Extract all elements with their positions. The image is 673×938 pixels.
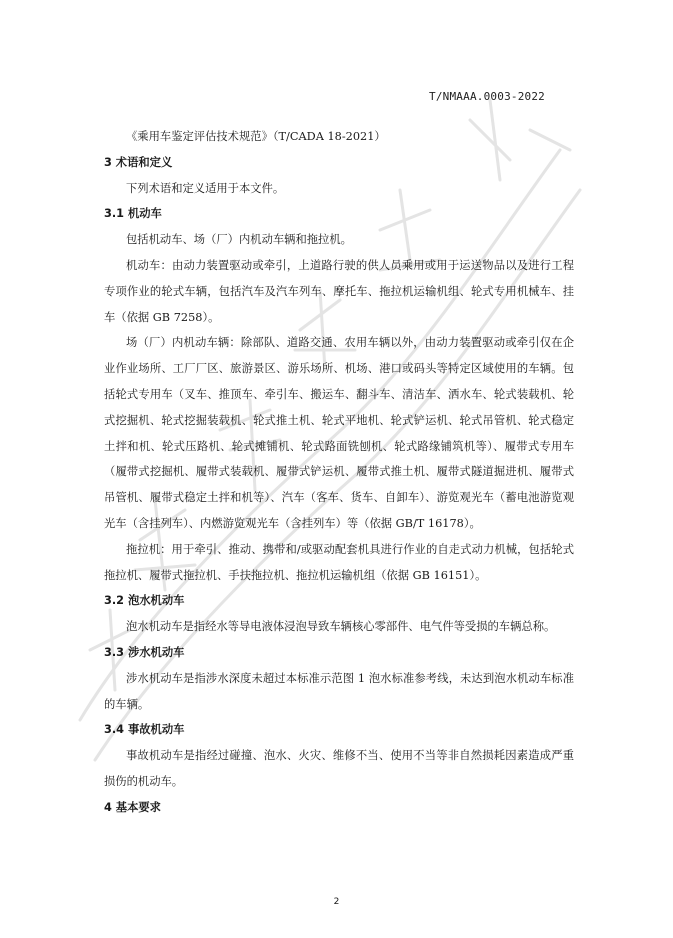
section-heading: 3.3 涉水机动车 — [104, 645, 185, 659]
body-paragraph: 下列术语和定义适用于本文件。 — [126, 181, 285, 195]
page-number: 2 — [333, 897, 340, 907]
document-body — [104, 124, 574, 821]
section-heading: 3 术语和定义 — [104, 155, 173, 169]
body-paragraph: 泡水机动车是指经水等导电液体浸泡导致车辆核心零部件、电气件等受损的车辆总称。 — [126, 620, 556, 634]
body-paragraph: 事故机动车是指经过碰撞、泡水、火灾、维修不当、使用不当等非自然损耗因素造成严重损伤的机动车。 — [104, 749, 574, 788]
document-code: T/NMAAA.0003-2022 — [429, 90, 545, 103]
body-paragraph: 机动车：由动力装置驱动或牵引，上道路行驶的供人员乘用或用于运送物品以及进行工程专项作业的轮式车辆，包括汽车及汽车列车、摩托车、拖拉机运输机组、轮式专用机械车、挂车（依据 GB 7258）。 — [104, 258, 574, 324]
section-heading: 3.2 泡水机动车 — [104, 594, 185, 608]
body-paragraph: 包括机动车、场（厂）内机动车辆和拖拉机。 — [126, 233, 352, 247]
body-paragraph: 场（厂）内机动车辆：除部队、道路交通、农用车辆以外，由动力装置驱动或牵引仅在企业作业场所、工厂厂区、旅游景区、游乐场所、机场、港口或码头等特定区域使用的车辆。包括轮式专用车（叉车、推顶车、牵引车、搬运车、翻斗车、清洁车、洒水车、轮式装载机、轮式挖掘机、轮式挖掘装载机、轮式推土机、轮式平地机、轮式铲运机、轮式吊管机、轮式稳定土拌和机、轮式压路机、轮式摊铺机、轮式路面铣刨机、轮式路缘铺筑机等）、履带式专用车（履带式挖掘机、履带式装载机、履带式铲运机、履带式推土机、履带式隧道掘进机、履带式吊管机、履带式稳定土拌和机等）、汽车（客车、货车、自卸车）、游览观光车（蓄电池游览观光车（含挂列车）、内燃游览观光车（含挂列车）等（依据 GB/T 16178）。 — [104, 336, 574, 530]
section-heading: 4 基本要求 — [104, 800, 161, 814]
body-paragraph: 涉水机动车是指涉水深度未超过本标准示范图 1 泡水标准参考线，未达到泡水机动车标准的车辆。 — [104, 671, 574, 711]
section-heading: 3.4 事故机动车 — [104, 723, 185, 737]
body-paragraph: 拖拉机：用于牵引、推动、携带和/或驱动配套机具进行作业的自走式动力机械，包括轮式拖拉机、履带式拖拉机、手扶拖拉机、拖拉机运输机组（依据 GB 16151）。 — [104, 542, 574, 582]
body-paragraph: 《乘用车鉴定评估技术规范》（T/CADA 18-2021） — [126, 130, 386, 143]
section-heading: 3.1 机动车 — [104, 207, 162, 221]
